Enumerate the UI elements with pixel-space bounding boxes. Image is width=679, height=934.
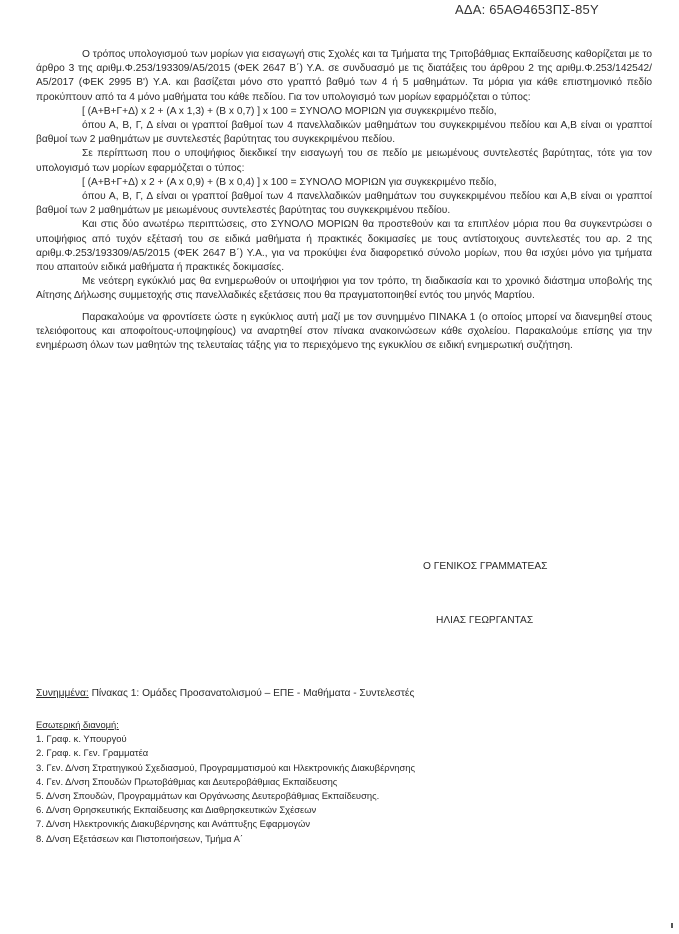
signature-name: ΗΛΙΑΣ ΓΕΩΡΓΑΝΤΑΣ (436, 615, 534, 626)
paragraph-posting-request: Παρακαλούμε να φροντίσετε ώστε η εγκύκλιος αυτή μαζί με τον συνημμένο ΠΙΝΑΚΑ 1 (ο οποίος μπορεί να διανεμηθεί στους τελειόφοιτους και αποφοίτους-υποψηφίους) να αναρτηθεί στον πίνακα ανακοινώσεων κάθε σχολείου. Παρακαλούμε επίσης για την ενημέρωση όλων των μαθητών της τελευταίας τάξης για το περιεχόμενο της εγκυκλίου σε ειδική ενημερωτική συζήτηση. (36, 311, 652, 352)
paragraph-reduced-explanation: όπου Α, Β, Γ, Δ είναι οι γραπτοί βαθμοί των 4 πανελλαδικών μαθημάτων του συγκεκριμένου πεδίου και Α,Β είναι οι γραπτοί βαθμοί των 2 μαθημάτων με μειωμένους συντελεστές βαρύτητας του συγκεκριμένου πεδίου. (36, 191, 652, 217)
list-item: 2. Γραφ. κ. Γεν. Γραμματέα (36, 747, 149, 759)
distribution-label: Εσωτερική διανομή: (36, 719, 119, 730)
distribution-list (36, 732, 415, 846)
paragraph-new-circular: Με νεότερη εγκύκλιό μας θα ενημερωθούν οι υποψήφιοι για τον τρόπο, τη διαδικασία και το χρονικό διάστημα υποβολής της Αίτησης Δήλωσης συμμετοχής στις πανελλαδικές εξετάσεις που θα πραγματοποιηθεί εντός του μηνός Μαρτίου. (36, 276, 652, 302)
ada-code: ΑΔΑ: 65ΑΘ4653ΠΣ-85Υ (455, 2, 599, 17)
paragraph-calculation-method: Ο τρόπος υπολογισμού των μορίων για εισαγωγή στις Σχολές και τα Τμήματα της Τριτοβάθμιας Εκπαίδευσης καθορίζεται με το άρθρο 3 της αριθμ.Φ.253/193309/Α5/2015 (ΦΕΚ 2647 Β΄) Υ.Α. σε συνδυασμό με τις διατάξεις του άρθρου 2 της αριθμ.Φ.253/142542/Α5/2017 (ΦΕΚ 2995 Β') Υ.Α. και βασίζεται μόνο στο γραπτό βαθμό των 4 ή 5 μαθημάτων. Τα μόρια για κάθε επιστημονικό πεδίο προκύπτουν από τα 4 μόνο μαθήματα του κάθε πεδίου. Για τον υπολογισμό των μορίων εφαρμόζεται ο τύπος: (36, 49, 652, 103)
attachments-text: Πίνακας 1: Ομάδες Προσανατολισμού – ΕΠΕ - Μαθήματα - Συντελεστές (88, 688, 415, 699)
list-item: 1. Γραφ. κ. Υπουργού (36, 733, 127, 745)
list-item: 5. Δ/νση Σπουδών, Προγραμμάτων και Οργάνωσης Δευτεροβάθμιας Εκπαίδευσης. (36, 790, 380, 802)
signature-title: Ο ΓΕΝΙΚΟΣ ΓΡΑΜΜΑΤΕΑΣ (423, 561, 548, 572)
internal-distribution (36, 718, 415, 846)
paragraph-formula-explanation: όπου Α, Β, Γ, Δ είναι οι γραπτοί βαθμοί των 4 πανελλαδικών μαθημάτων του συγκεκριμένου πεδίου και Α,Β είναι οι γραπτοί βαθμοί των 2 μαθημάτων με συντελεστές βαρύτητας του συγκεκριμένου πεδίου. (36, 120, 652, 146)
attachments-line (36, 688, 414, 699)
list-item: 8. Δ/νση Εξετάσεων και Πιστοποιήσεων, Τμήμα Α΄ (36, 832, 244, 844)
list-item: 3. Γεν. Δ/νση Στρατηγικού Σχεδιασμού, Προγραμματισμού και Ηλεκτρονικής Διακυβέρνησης (36, 761, 416, 773)
formula-reduced: [ (Α+Β+Γ+Δ) x 2 + (Α x 0,9) + (Β x 0,4) ] x 100 = ΣΥΝΟΛΟ ΜΟΡΙΩΝ για συγκεκριμένο πεδίο, (82, 176, 497, 188)
document-body (36, 48, 652, 353)
paragraph-special-subjects: Και στις δύο ανωτέρω περιπτώσεις, στο ΣΥΝΟΛΟ ΜΟΡΙΩΝ θα προστεθούν και τα επιπλέον μόρια που θα συγκεντρώσει ο υποψήφιος από τυχόν εξέτασή του σε ειδικά μαθήματα ή πρακτικές δοκιμασίες με τους αντίστοιχους συντελεστές του αρ. 2 της αριθμ.Φ.253/193309/Α5/2015 (ΦΕΚ 2647 Β΄) Υ.Α., για να προκύψει ένα διαφορετικό σύνολο μορίων, που θα ισχύει μόνο για τμήματα που απαιτούν ειδικά μαθήματα ή πρακτικές δοκιμασίες. (36, 219, 652, 274)
formula-standard: [ (Α+Β+Γ+Δ) x 2 + (Α x 1,3) + (Β x 0,7) ] x 100 = ΣΥΝΟΛΟ ΜΟΡΙΩΝ για συγκεκριμένο πεδίο, (82, 105, 497, 117)
list-item: 6. Δ/νση Θρησκευτικής Εκπαίδευσης και Διαθρησκευτικών Σχέσεων (36, 804, 317, 816)
list-item: 4. Γεν. Δ/νση Σπουδών Πρωτοβάθμιας και Δευτεροβάθμιας Εκπαίδευσης (36, 775, 338, 787)
page-corner-mark (671, 923, 673, 928)
paragraph-reduced-coefficients: Σε περίπτωση που ο υποψήφιος διεκδικεί την εισαγωγή του σε πεδίο με μειωμένους συντελεστές βαρύτητας, τότε για τον υπολογισμό των μορίων εφαρμόζεται ο τύπος: (36, 148, 652, 174)
list-item: 7. Δ/νση Ηλεκτρονικής Διακυβέρνησης και Ανάπτυξης Εφαρμογών (36, 818, 311, 830)
attachments-label: Συνημμένα: (36, 688, 89, 699)
